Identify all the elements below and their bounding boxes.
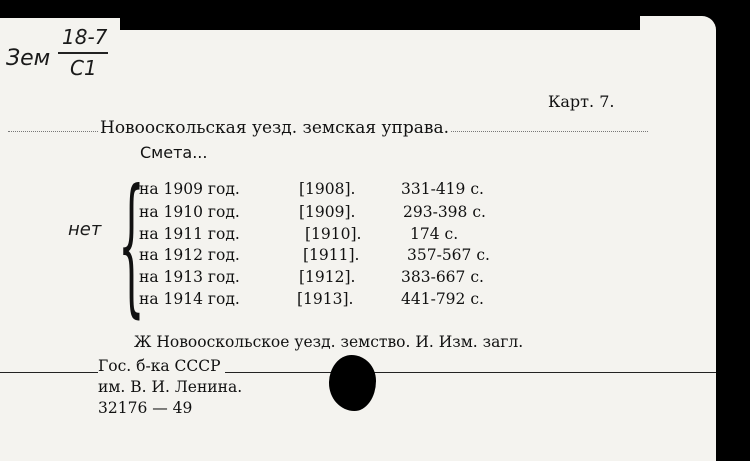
row-year: на 1913 год.: [139, 268, 240, 286]
row-year: на 1909 год.: [139, 180, 240, 198]
library-accession-number: 32176 — 49: [98, 399, 193, 417]
row-bracket: [1913].: [297, 290, 354, 308]
left-brace: {: [118, 158, 145, 332]
row-number: 293-398 с.: [403, 203, 486, 221]
annotation-fraction-line: [58, 52, 108, 54]
row-bracket: [1911].: [303, 246, 360, 264]
row-number: 383-667 с.: [401, 268, 484, 286]
library-name: Гос. б-ка СССР: [98, 357, 225, 375]
library-name-line2: им. В. И. Ленина.: [98, 378, 243, 396]
row-year: на 1914 год.: [139, 290, 240, 308]
card-subtitle: Смета...: [140, 143, 208, 162]
subject-heading-line: Ж Новооскольское уезд. земство. И. Изм. загл.: [134, 333, 524, 351]
row-number: 441-792 с.: [401, 290, 484, 308]
row-year: на 1911 год.: [139, 225, 240, 243]
card-number: Карт. 7.: [548, 92, 615, 111]
annotation-number-bottom: С1: [70, 56, 97, 80]
row-number: 174 с.: [410, 225, 459, 243]
card-punch-hole: [329, 355, 376, 411]
card-title: Новооскольская уезд. земская управа.: [100, 118, 449, 138]
annotation-prefix: Зем: [6, 46, 51, 71]
handwritten-note: нет: [68, 219, 102, 240]
row-number: 331-419 с.: [401, 180, 484, 198]
annotation-number-top: 18-7: [62, 25, 108, 49]
row-bracket: [1910].: [305, 225, 362, 243]
row-number: 357-567 с.: [407, 246, 490, 264]
row-year: на 1912 год.: [139, 246, 240, 264]
card-top-right-edge: [640, 16, 716, 36]
row-year: на 1910 год.: [139, 203, 240, 221]
row-bracket: [1912].: [299, 268, 356, 286]
row-bracket: [1909].: [299, 203, 356, 221]
row-bracket: [1908].: [299, 180, 356, 198]
